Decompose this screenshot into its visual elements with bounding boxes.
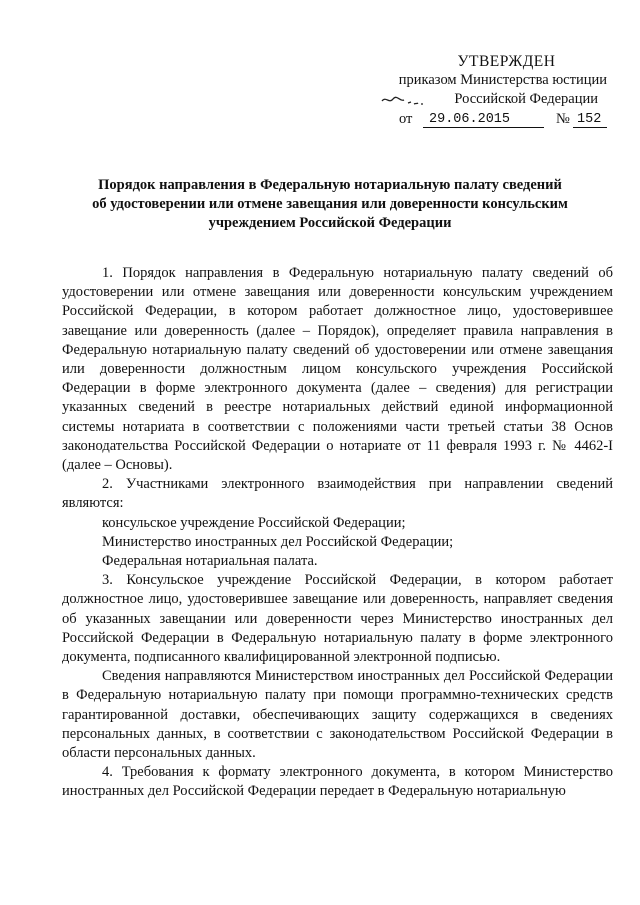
signature-scribble-icon: [380, 92, 438, 108]
title-line-2: об удостоверении или отмене завещания или доверенности консульским: [92, 196, 568, 212]
list-item: Министерство иностранных дел Российской Федерации;: [102, 533, 454, 550]
paragraph-2: 2. Участниками электронного взаимодействия при направлении сведений являются:: [62, 476, 613, 512]
list-item: Федеральная нотариальная палата.: [102, 553, 318, 570]
paragraph-3: 3. Консульское учреждение Российской Федерации, в котором работает должностное лицо, удостоверившее завещание или доверенность, направляет сведения об указанных завещании или доверенности через Министерство иностранных дел Российской Федерации в Федеральную нотариальную палату в форме электронного документа, подписанного квалифицированной электронной подписью.: [62, 572, 613, 666]
approval-date: 29.06.2015: [429, 112, 511, 127]
date-underline: [423, 127, 544, 128]
title-line-3: учреждением Российской Федерации: [208, 215, 452, 231]
approval-date-row: [380, 110, 625, 131]
document-title: [65, 176, 595, 233]
approval-stamp: [380, 52, 625, 131]
paragraph-1: 1. Порядок направления в Федеральную нотариальную палату сведений об удостоверении или отмене завещания или доверенности консульским учреждением Российской Федерации, в котором работает должностное лицо, удостоверившее завещание или доверенность (далее – Порядок), определяет правила направления в Федеральную нотариальную палату сведений об удостоверении или отмене завещания или доверенности должностным лицом консульского учреждения Российской Федерации в форме электронного документа (далее – сведения) для регистрации указанных сведений в реестре нотариальных действий единой информационной системы нотариата в соответствии с положениями части третьей статьи 38 Основ законодательства Российской Федерации о нотариате от 11 февраля 1993 г. № 4462-I (далее – Основы).: [62, 265, 613, 474]
paragraph-5: 4. Требования к формату электронного документа, в котором Министерство иностранных дел Российской Федерации передает в Федеральную нотариальную: [62, 764, 613, 800]
approval-number: 152: [577, 112, 602, 127]
paragraph-4: Сведения направляются Министерством иностранных дел Российской Федерации в Федеральную нотариальную палату при помощи программно-технических средств гарантированной доставки, обеспечивающих защиту содержащихся в сведениях персональных данных, в соответствии с законодательством Российской Федерации в области персональных данных.: [62, 668, 613, 762]
approval-ministry-text: Российской Федерации: [454, 91, 598, 107]
list-item: консульское учреждение Российской Федерации;: [102, 514, 406, 531]
approval-order-line: приказом Министерства юстиции: [398, 72, 607, 88]
title-line-1: Порядок направления в Федеральную нотариальную палату сведений: [98, 177, 562, 193]
date-prefix: от: [399, 111, 413, 127]
approval-ministry-line: [380, 90, 625, 109]
number-underline: [573, 127, 607, 128]
document-body: [62, 264, 613, 802]
number-prefix: №: [556, 111, 570, 127]
approval-title: УТВЕРЖДЕН: [457, 53, 556, 70]
